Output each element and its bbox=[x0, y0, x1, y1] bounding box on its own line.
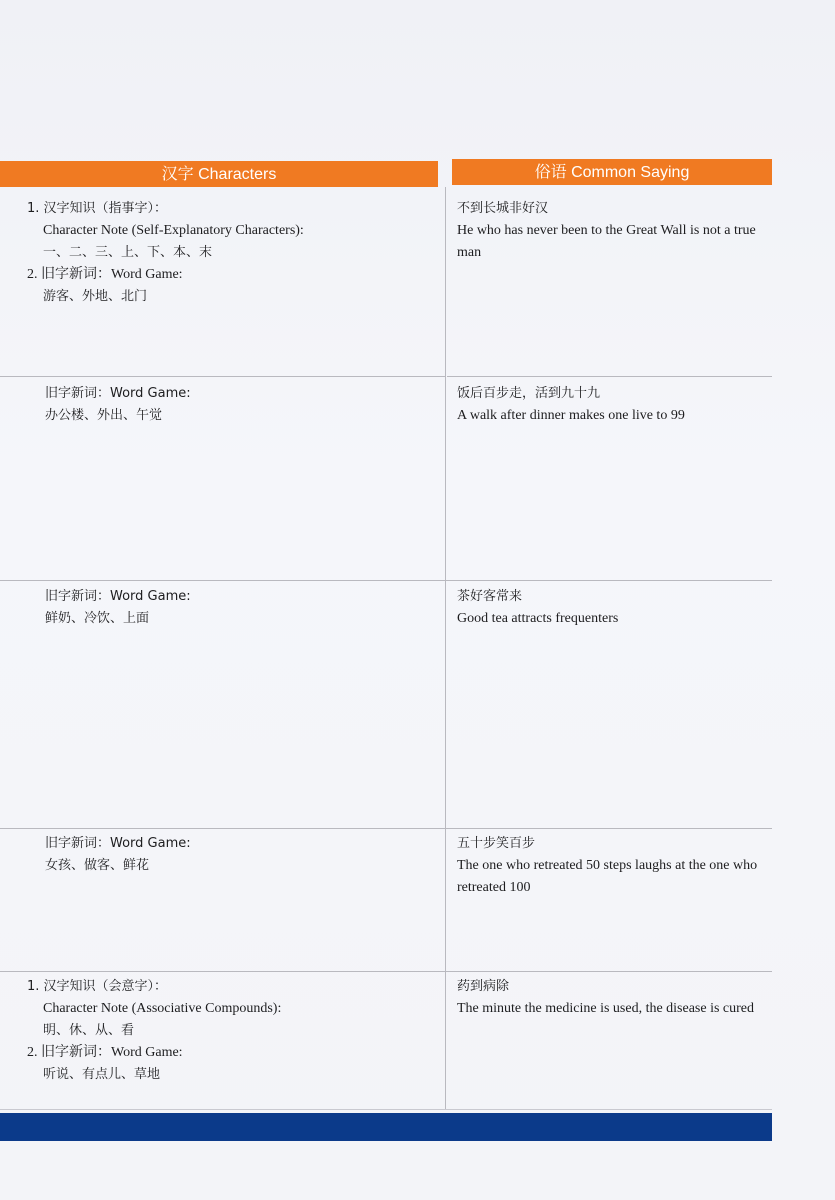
saying-english: A walk after dinner makes one live to 99 bbox=[457, 408, 685, 423]
saying-cell bbox=[457, 198, 767, 264]
saying-english: The one who retreated 50 steps laughs at the one who retreated 100 bbox=[457, 858, 758, 895]
character-note-label: Character Note (Associative Compounds): bbox=[43, 1001, 282, 1016]
character-note-heading: 1. 汉字知识（指事字）： bbox=[27, 201, 168, 216]
characters-cell bbox=[27, 976, 427, 1086]
word-list: 游客、外地、北门 bbox=[43, 289, 148, 304]
saying-english: He who has never been to the Great Wall is not a true man bbox=[457, 223, 756, 260]
characters-header: 汉字 Characters bbox=[0, 161, 438, 187]
common-saying-header: 俗语 Common Saying bbox=[452, 159, 772, 185]
row-divider bbox=[0, 828, 772, 829]
characters-cell bbox=[27, 198, 427, 308]
character-list: 一、二、三、上、下、本、末 bbox=[43, 245, 213, 260]
saying-chinese: 不到长城非好汉 bbox=[457, 201, 549, 216]
row-divider bbox=[0, 580, 772, 581]
characters-cell bbox=[45, 586, 445, 630]
character-list: 明、休、从、看 bbox=[43, 1023, 135, 1038]
word-list: 听说、有点儿、草地 bbox=[43, 1067, 161, 1082]
footer-bar bbox=[0, 1113, 772, 1141]
saying-cell bbox=[457, 976, 767, 1020]
row-divider bbox=[0, 971, 772, 972]
word-list: 女孩、做客、鲜花 bbox=[45, 858, 150, 873]
saying-chinese: 五十步笑百步 bbox=[457, 836, 536, 851]
saying-english: The minute the medicine is used, the disease is cured bbox=[457, 1001, 755, 1016]
saying-cell bbox=[457, 833, 767, 899]
saying-english: Good tea attracts frequenters bbox=[457, 611, 619, 626]
saying-cell bbox=[457, 383, 767, 427]
word-game-label: 旧字新词：Word Game: bbox=[45, 589, 191, 604]
saying-chinese: 药到病除 bbox=[457, 979, 510, 994]
word-game-label: 2. 旧字新词：Word Game: bbox=[27, 267, 183, 282]
row-divider bbox=[447, 376, 772, 377]
character-note-label: Character Note (Self-Explanatory Characters): bbox=[43, 223, 304, 238]
character-note-heading: 1. 汉字知识（会意字）： bbox=[27, 979, 168, 994]
word-game-label: 旧字新词：Word Game: bbox=[45, 386, 191, 401]
word-game-label: 旧字新词：Word Game: bbox=[45, 836, 191, 851]
saying-chinese: 饭后百步走，活到九十九 bbox=[457, 386, 601, 401]
characters-cell bbox=[45, 383, 445, 427]
word-list: 鲜奶、冷饮、上面 bbox=[45, 611, 150, 626]
word-list: 办公楼、外出、午觉 bbox=[45, 408, 163, 423]
row-divider bbox=[0, 376, 445, 377]
characters-cell bbox=[45, 833, 445, 877]
word-game-label: 2. 旧字新词：Word Game: bbox=[27, 1045, 183, 1060]
footer-divider bbox=[0, 1109, 772, 1110]
saying-chinese: 茶好客常来 bbox=[457, 589, 523, 604]
saying-cell bbox=[457, 586, 767, 630]
